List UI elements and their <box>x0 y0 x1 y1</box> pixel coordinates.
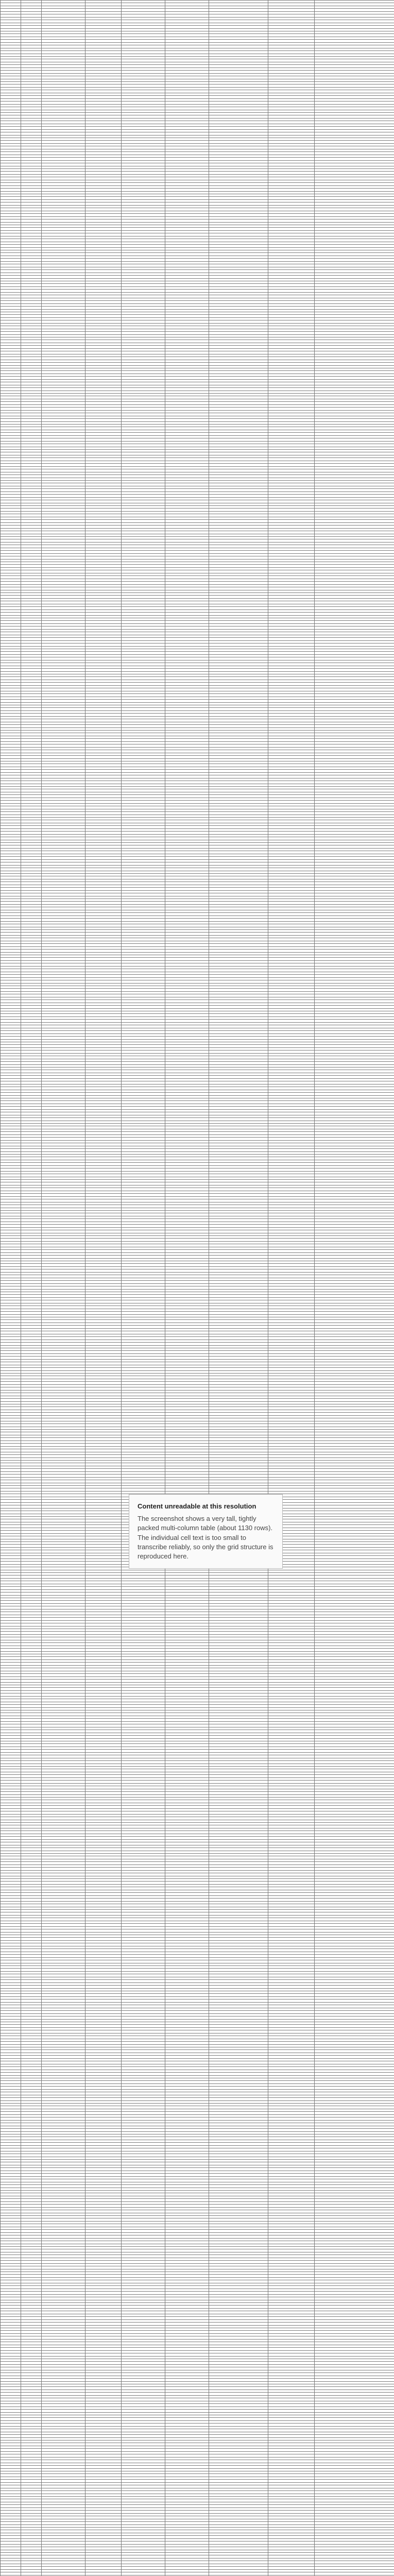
transcription-notice <box>129 1494 283 1569</box>
notice-body: The screenshot shows a very tall, tightly packed multi-column table (about 1130 rows). The individual cell text is too small to transcribe reliably, so only the grid structure is reproduced here. <box>138 1515 273 1560</box>
notice-title: Content unreadable at this resolution <box>138 1502 256 1510</box>
